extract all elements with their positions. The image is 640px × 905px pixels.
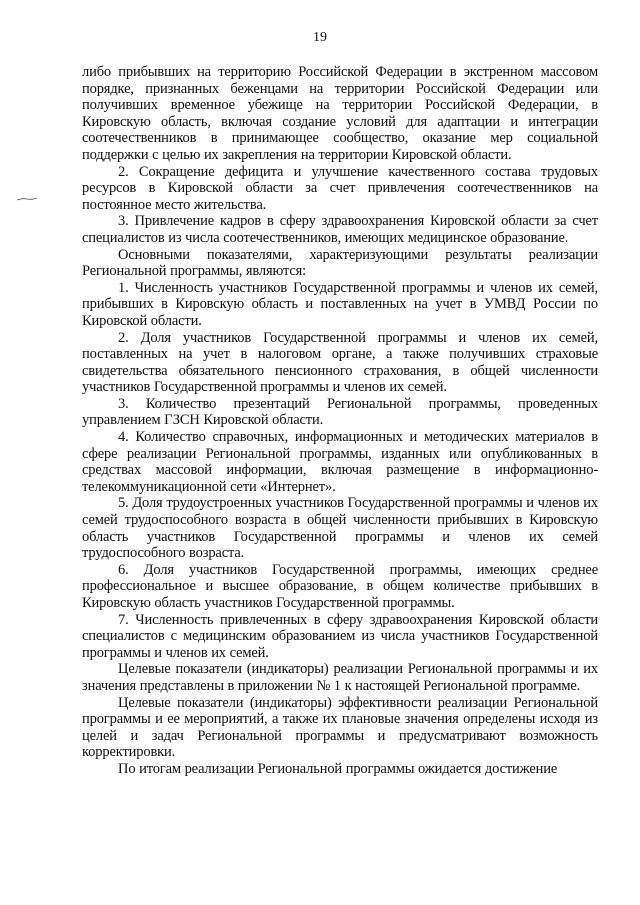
paragraph-indicator-7: 7. Численность привлеченных в сферу здравоохранения Кировской области специалистов с медицинским образованием из числа участников Государственной программы и членов их семей.	[82, 611, 598, 661]
paragraph-continuation: либо прибывших на территорию Российской Федерации в экстренном массовом порядке, признанных беженцами на территории Российской Федерации или получивших временное убежище на территории Российской Федерации, в Кировскую область, включая создание условий для адаптации и интеграции соотечественников в принимающее сообщество, оказание мер социальной поддержки с целью их закрепления на территории Кировской области.	[82, 64, 598, 163]
paragraph-target-values: Целевые показатели (индикаторы) реализации Региональной программы и их значения представлены в приложении № 1 к настоящей Региональной программе.	[82, 661, 598, 694]
paragraph-indicator-5: 5. Доля трудоустроенных участников Государственной программы и членов их семей трудоспособного возраста в общей численности прибывших в Кировскую область участников Государственной программы и членов их семей трудоспособного возраста.	[82, 495, 598, 562]
paragraph-efficiency-indicators: Целевые показатели (индикаторы) эффективности реализации Региональной программы и ее мероприятий, а также их плановые значения определены исходя из целей и задач Региональной программы и предусматривают возможность корректировки.	[82, 694, 598, 761]
page-number: 19	[313, 30, 327, 45]
paragraph-indicator-3: 3. Количество презентаций Региональной программы, проведенных управлением ГЗСН Кировской области.	[82, 395, 598, 429]
paragraph-indicator-2: 2. Доля участников Государственной программы и членов их семей, поставленных на учет в налоговом органе, а также получивших страховые свидетельства обязательного пенсионного страхования, в общей численности участников Государственной программы и членов их семей.	[82, 329, 598, 396]
paragraph-indicator-1: 1. Численность участников Государственной программы и членов их семей, прибывших в Кировскую область и поставленных на учет в УМВД России по Кировской области.	[82, 279, 598, 329]
paragraph-goal-3: 3. Привлечение кадров в сферу здравоохранения Кировской области за счет специалистов из числа соотечественников, имеющих медицинское образование.	[82, 213, 598, 246]
paragraph-indicator-4: 4. Количество справочных, информационных и методических материалов в сфере реализации Региональной программы, изданных или опубликованных в средствах массовой информации, включая размещение в информационно-телекоммуникационной сети «Интернет».	[82, 429, 598, 495]
paragraph-indicators-intro: Основными показателями, характеризующими результаты реализации Региональной программы, являются:	[82, 246, 598, 280]
paragraph-expected-results: По итогам реализации Региональной программы ожидается достижение	[118, 760, 558, 777]
margin-pen-mark	[16, 196, 38, 202]
paragraph-goal-2: 2. Сокращение дефицита и улучшение качественного состава трудовых ресурсов в Кировской области за счет привлечения соотечественников на постоянное место жительства.	[82, 163, 598, 213]
document-body	[82, 64, 598, 778]
paragraph-indicator-6: 6. Доля участников Государственной программы, имеющих среднее профессиональное и высшее образование, в общем количестве прибывших в Кировскую область участников Государственной программы.	[82, 561, 598, 611]
